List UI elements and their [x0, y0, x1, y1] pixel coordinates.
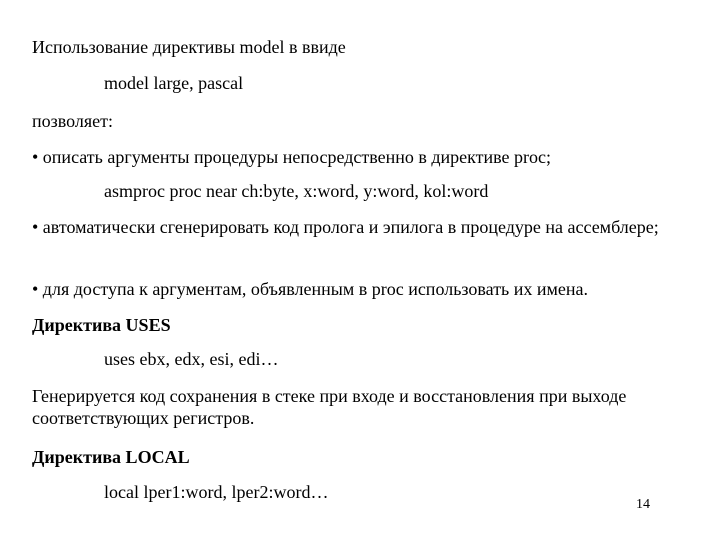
local-heading: Директива LOCAL	[32, 447, 190, 467]
uses-description: Генерируется код сохранения в стеке при входе и восстановления при выходе соответствующих регистров.	[32, 386, 627, 428]
asmproc-code-line: asmproc proc near ch:byte, x:word, y:word, kol:word	[104, 181, 489, 201]
intro-line: Использование директивы model в ввиде	[32, 37, 346, 57]
uses-code-line: uses ebx, edx, esi, edi…	[104, 349, 279, 369]
page-number: 14	[636, 497, 650, 512]
allows-line: позволяет:	[32, 111, 113, 131]
model-code-line: model large, pascal	[104, 73, 244, 93]
bullet-describe-args: • описать аргументы процедуры непосредственно в директиве proc;	[32, 147, 552, 167]
bullet-arg-names: • для доступа к аргументам, объявленным в proc использовать их имена.	[32, 279, 589, 299]
uses-heading: Директива USES	[32, 315, 171, 335]
local-code-line: local lper1:word, lper2:word…	[104, 482, 329, 502]
bullet-prolog-epilog: • автоматически сгенерировать код пролога и эпилога в процедуре на ассемблере;	[32, 217, 659, 237]
